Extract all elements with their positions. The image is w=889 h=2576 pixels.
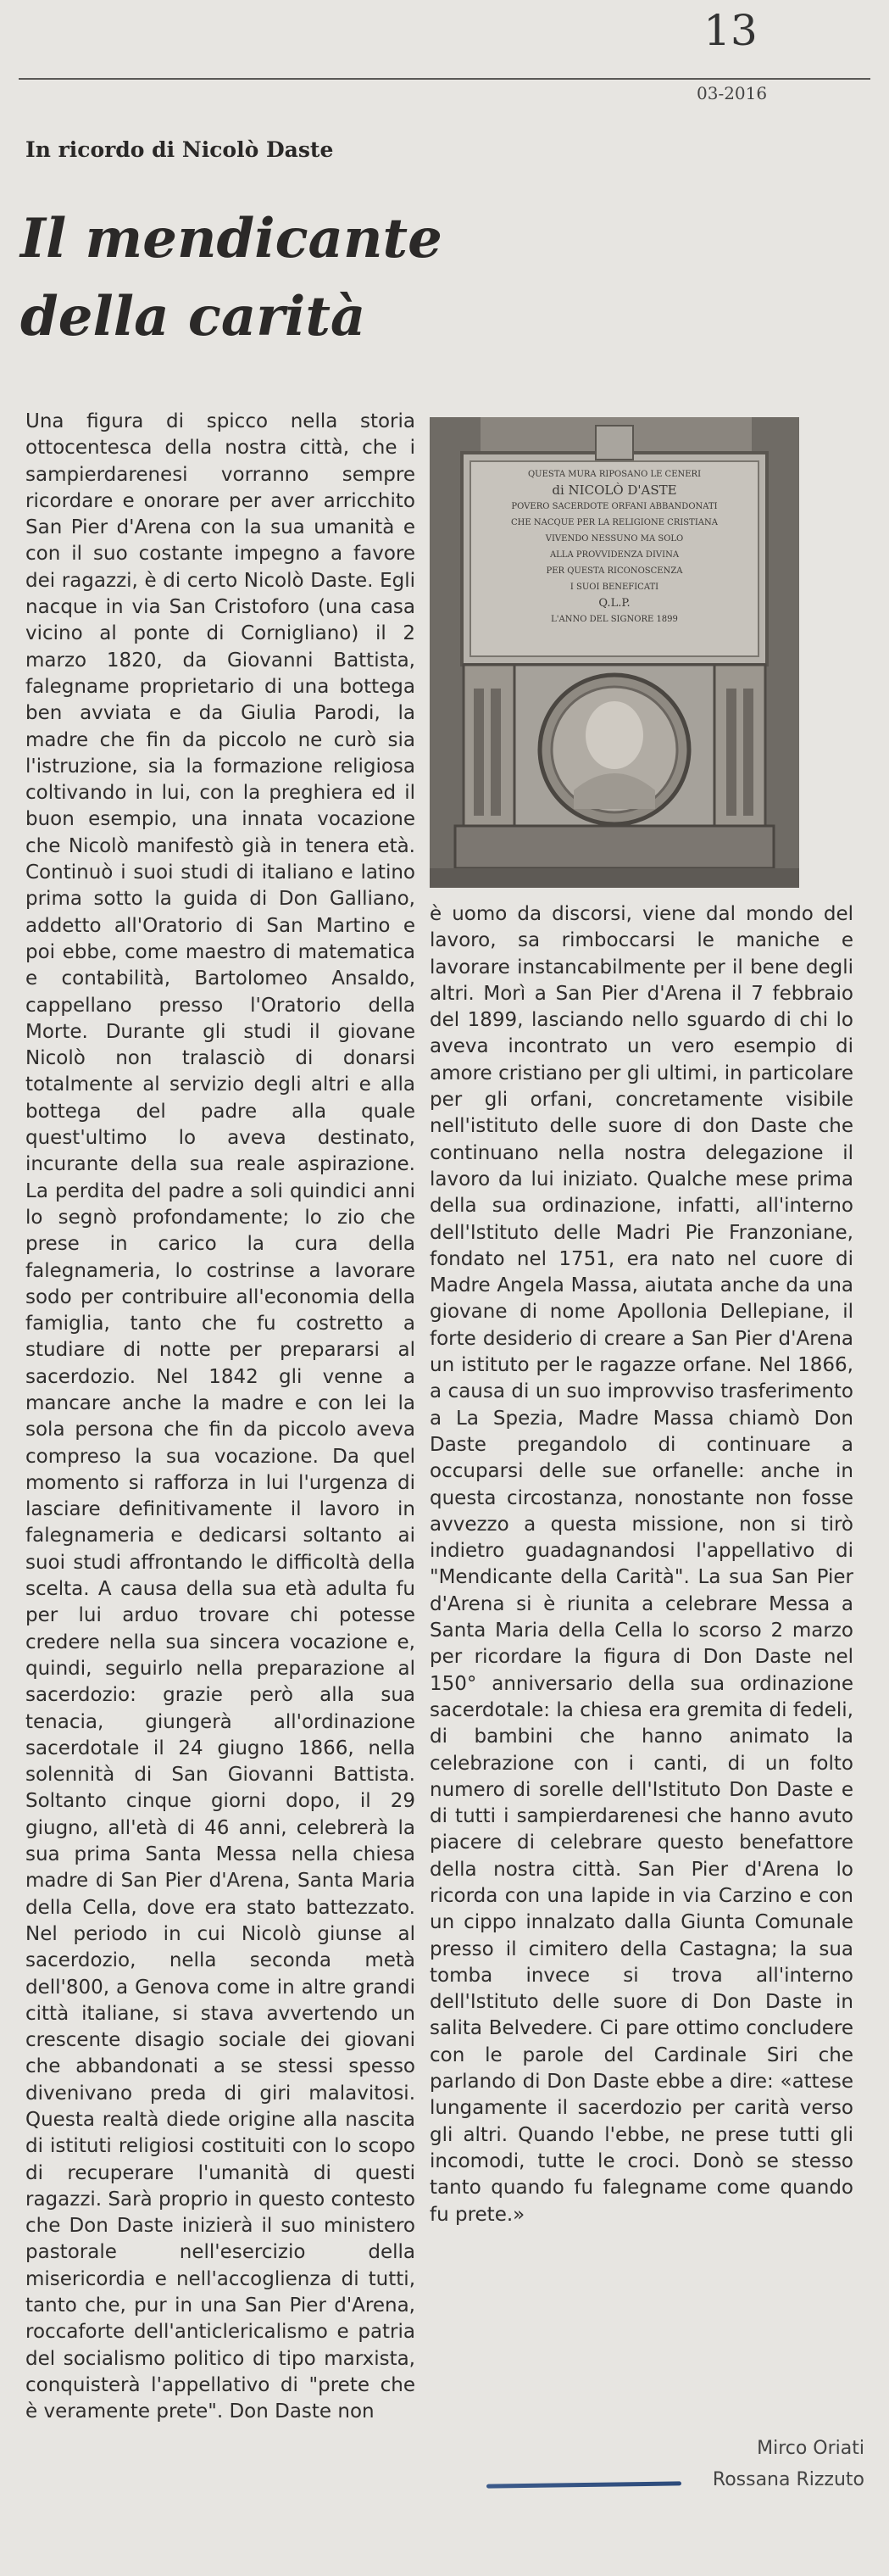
plaque-line: di NICOLÒ D'ASTE xyxy=(552,482,677,498)
plaque-line: PER QUESTA RICONOSCENZA xyxy=(546,566,683,576)
article-column-2 xyxy=(430,901,853,2228)
author-name-1: Mirco Oriati xyxy=(757,2438,864,2459)
plaque-line: VIVENDO NESSUNO MA SOLO xyxy=(545,534,684,544)
signature-rule xyxy=(486,2481,681,2488)
page-number: 13 xyxy=(703,6,758,55)
article-kicker: In ricordo di Nicolò Daste xyxy=(25,137,334,162)
memorial-plaque-photo xyxy=(430,417,799,888)
plaque-line: Q.L.P. xyxy=(598,597,631,610)
plaque-inscription xyxy=(479,466,750,627)
headline-line-1: Il mendicante xyxy=(20,207,442,270)
plaque-line: I SUOI BENEFICATI xyxy=(570,583,659,592)
plaque-line: CHE NACQUE PER LA RELIGIONE CRISTIANA xyxy=(511,518,718,527)
headline-line-2: della carità xyxy=(20,285,366,348)
author-name-2: Rossana Rizzuto xyxy=(712,2469,864,2490)
column-1-text: Una figura di spicco nella storia ottocentesca della nostra città, che i sampierdarenesi vorranno sempre ricordare e onorare per aver arricchito San Pier d'Arena con la sua umanità e con il suo costante impegno a favore dei ragazzi, è di certo Nicolò Daste. Egli nacque in via San Cristoforo (una casa vicino al ponte di Cornigliano) il 2 marzo 1820, da Giovanni Battista, falegname proprietario di una bottega ben avviata e da Giulia Parodi, la madre che fin da piccolo ne curò sia l'istruzione, sia la formazione religiosa coltivando in lui, con la preghiera ed il buon esempio, una innata vocazione che Nicolò manifestò già in tenera età. Continuò i suoi studi di italiano e latino prima sotto la guida di Don Galliano, addetto all'Oratorio di San Martino e poi ebbe, come maestro di matematica e contabilità, Bartolomeo Ansaldo, cappellano presso l'Oratorio della Morte. Durante gli studi il giovane Nicolò non tralasciò di donarsi totalmente al servizio degli altri e alla bottega del padre alla quale quest'ultimo lo aveva destinato, incurante della sua reale aspirazione. La perdita del padre a soli quindici anni lo segnò profondamente; lo zio che prese in carico la cura della falegnameria, lo costrinse a lavorare sodo per contribuire all'economia della famiglia, tanto che fu costretto a studiare di notte per prepararsi al sacerdozio. Nel 1842 gli venne a mancare anche la madre e con lei la sola persona che fin da piccolo aveva compreso la sua vocazione. Da quel momento si rafforza in lui l'urgenza di lasciare definitivamente il lavoro in falegnameria e dedicarsi soltanto ai suoi studi affrontando le difficoltà della scelta. A causa della sua età adulta fu per lui arduo trovare chi potesse credere nella sua sincera vocazione e, quindi, seguirlo nella preparazione al sacerdozio: grazie però alla sua tenacia, giungerà all'ordinazione sacerdotale il 24 giugno 1866, nella solennità di San Giovanni Battista. Soltanto cinque giorni dopo, il 29 giugno, all'età di 46 anni, celebrerà la sua prima Santa Messa nella chiesa madre di San Pier d'Arena, Santa Maria della Cella, dove era stato battezzato. Nel periodo in cui Nicolò giunse al sacerdozio, nella seconda metà dell'800, a Genova come in altre grandi città italiane, si stava avvertendo un crescente disagio sociale dei giovani che abbandonati a se stessi spesso divenivano preda di giri malavitosi. Questa realtà diede origine alla nascita di istituti religiosi costituiti con lo scopo di recuperare l'umanità di questi ragazzi. Sarà proprio in questo contesto che Don Daste inizierà il suo ministero pastorale nell'esercizio della misericordia e nell'accoglienza di tutti, tanto che, pur in una San Pier d'Arena, roccaforte dell'anticlericalismo e patria del socialismo politico di tipo marxista, conquisterà l'appellativo di "prete che è veramente prete". Don Daste non xyxy=(25,410,415,2423)
plaque-line: ALLA PROVVIDENZA DIVINA xyxy=(549,550,680,560)
column-2-text: è uomo da discorsi, viene dal mondo del lavoro, sa rimboccarsi le maniche e lavorare instancabilmente per il bene degli altri. Morì a San Pier d'Arena il 7 febbraio del 1899, lasciando nello sguardo di chi lo aveva incontrato un vero esempio di amore cristiano per gli ultimi, in particolare per gli orfani, concretamente visibile nell'istituto delle suore di don Daste che continuano nella nostra delegazione il lavoro da lui iniziato. Qualche mese prima della sua ordinazione, infatti, all'interno dell'Istituto delle Madri Pie Franzoniane, fondato nel 1751, era nato nel cuore di Madre Angela Massa, aiutata anche da una giovane di nome Apollonia Dellepiane, il forte desiderio di creare a San Pier d'Arena un istituto per le ragazze orfane. Nel 1866, a causa di un suo improvviso trasferimento a La Spezia, Madre Massa chiamò Don Daste pregandolo di continuare a occuparsi delle sue orfanelle: anche in questa circostanza, nonostante non fosse avvezzo a questa missione, non si tirò indietro guadagnandosi l'appellativo di "Mendicante della Carità". La sua San Pier d'Arena si è riunita a celebrare Messa a Santa Maria della Cella lo scorso 2 marzo per ricordare la figura di Don Daste nel 150° anniversario della sua ordinazione sacerdotale: la chiesa era gremita di fedeli, di bambini che hanno animato la celebrazione con i canti, di un folto numero di sorelle dell'Istituto Don Daste e di tutti i sampierdarenesi che hanno avuto piacere di celebrare questo benefattore della nostra città. San Pier d'Arena lo ricorda con una lapide in via Carzino e con un cippo innalzato dalla Giunta Comunale presso il cimitero della Castagna; la sua tomba invece si trova all'interno dell'Istituto delle suore di Don Daste in salita Belvedere. Ci pare ottimo concludere con le parole del Cardinale Siri che parlando di Don Daste ebbe a dire: «attese lungamente il sacerdozio per carità verso gli altri. Quando l'ebbe, ne prese tutti gli incomodi, tutte le croci. Donò se stesso tanto quando fu falegname come quando fu prete.» xyxy=(430,903,853,2226)
plaque-line: L'ANNO DEL SIGNORE 1899 xyxy=(551,615,678,624)
header-rule xyxy=(19,78,870,80)
plaque-line: QUESTA MURA RIPOSANO LE CENERI xyxy=(527,470,702,479)
issue-date: 03-2016 xyxy=(697,83,768,103)
plaque-line: POVERO SACERDOTE ORFANI ABBANDONATI xyxy=(511,502,718,511)
article-column-1 xyxy=(25,409,415,2426)
article-headline xyxy=(20,200,614,356)
